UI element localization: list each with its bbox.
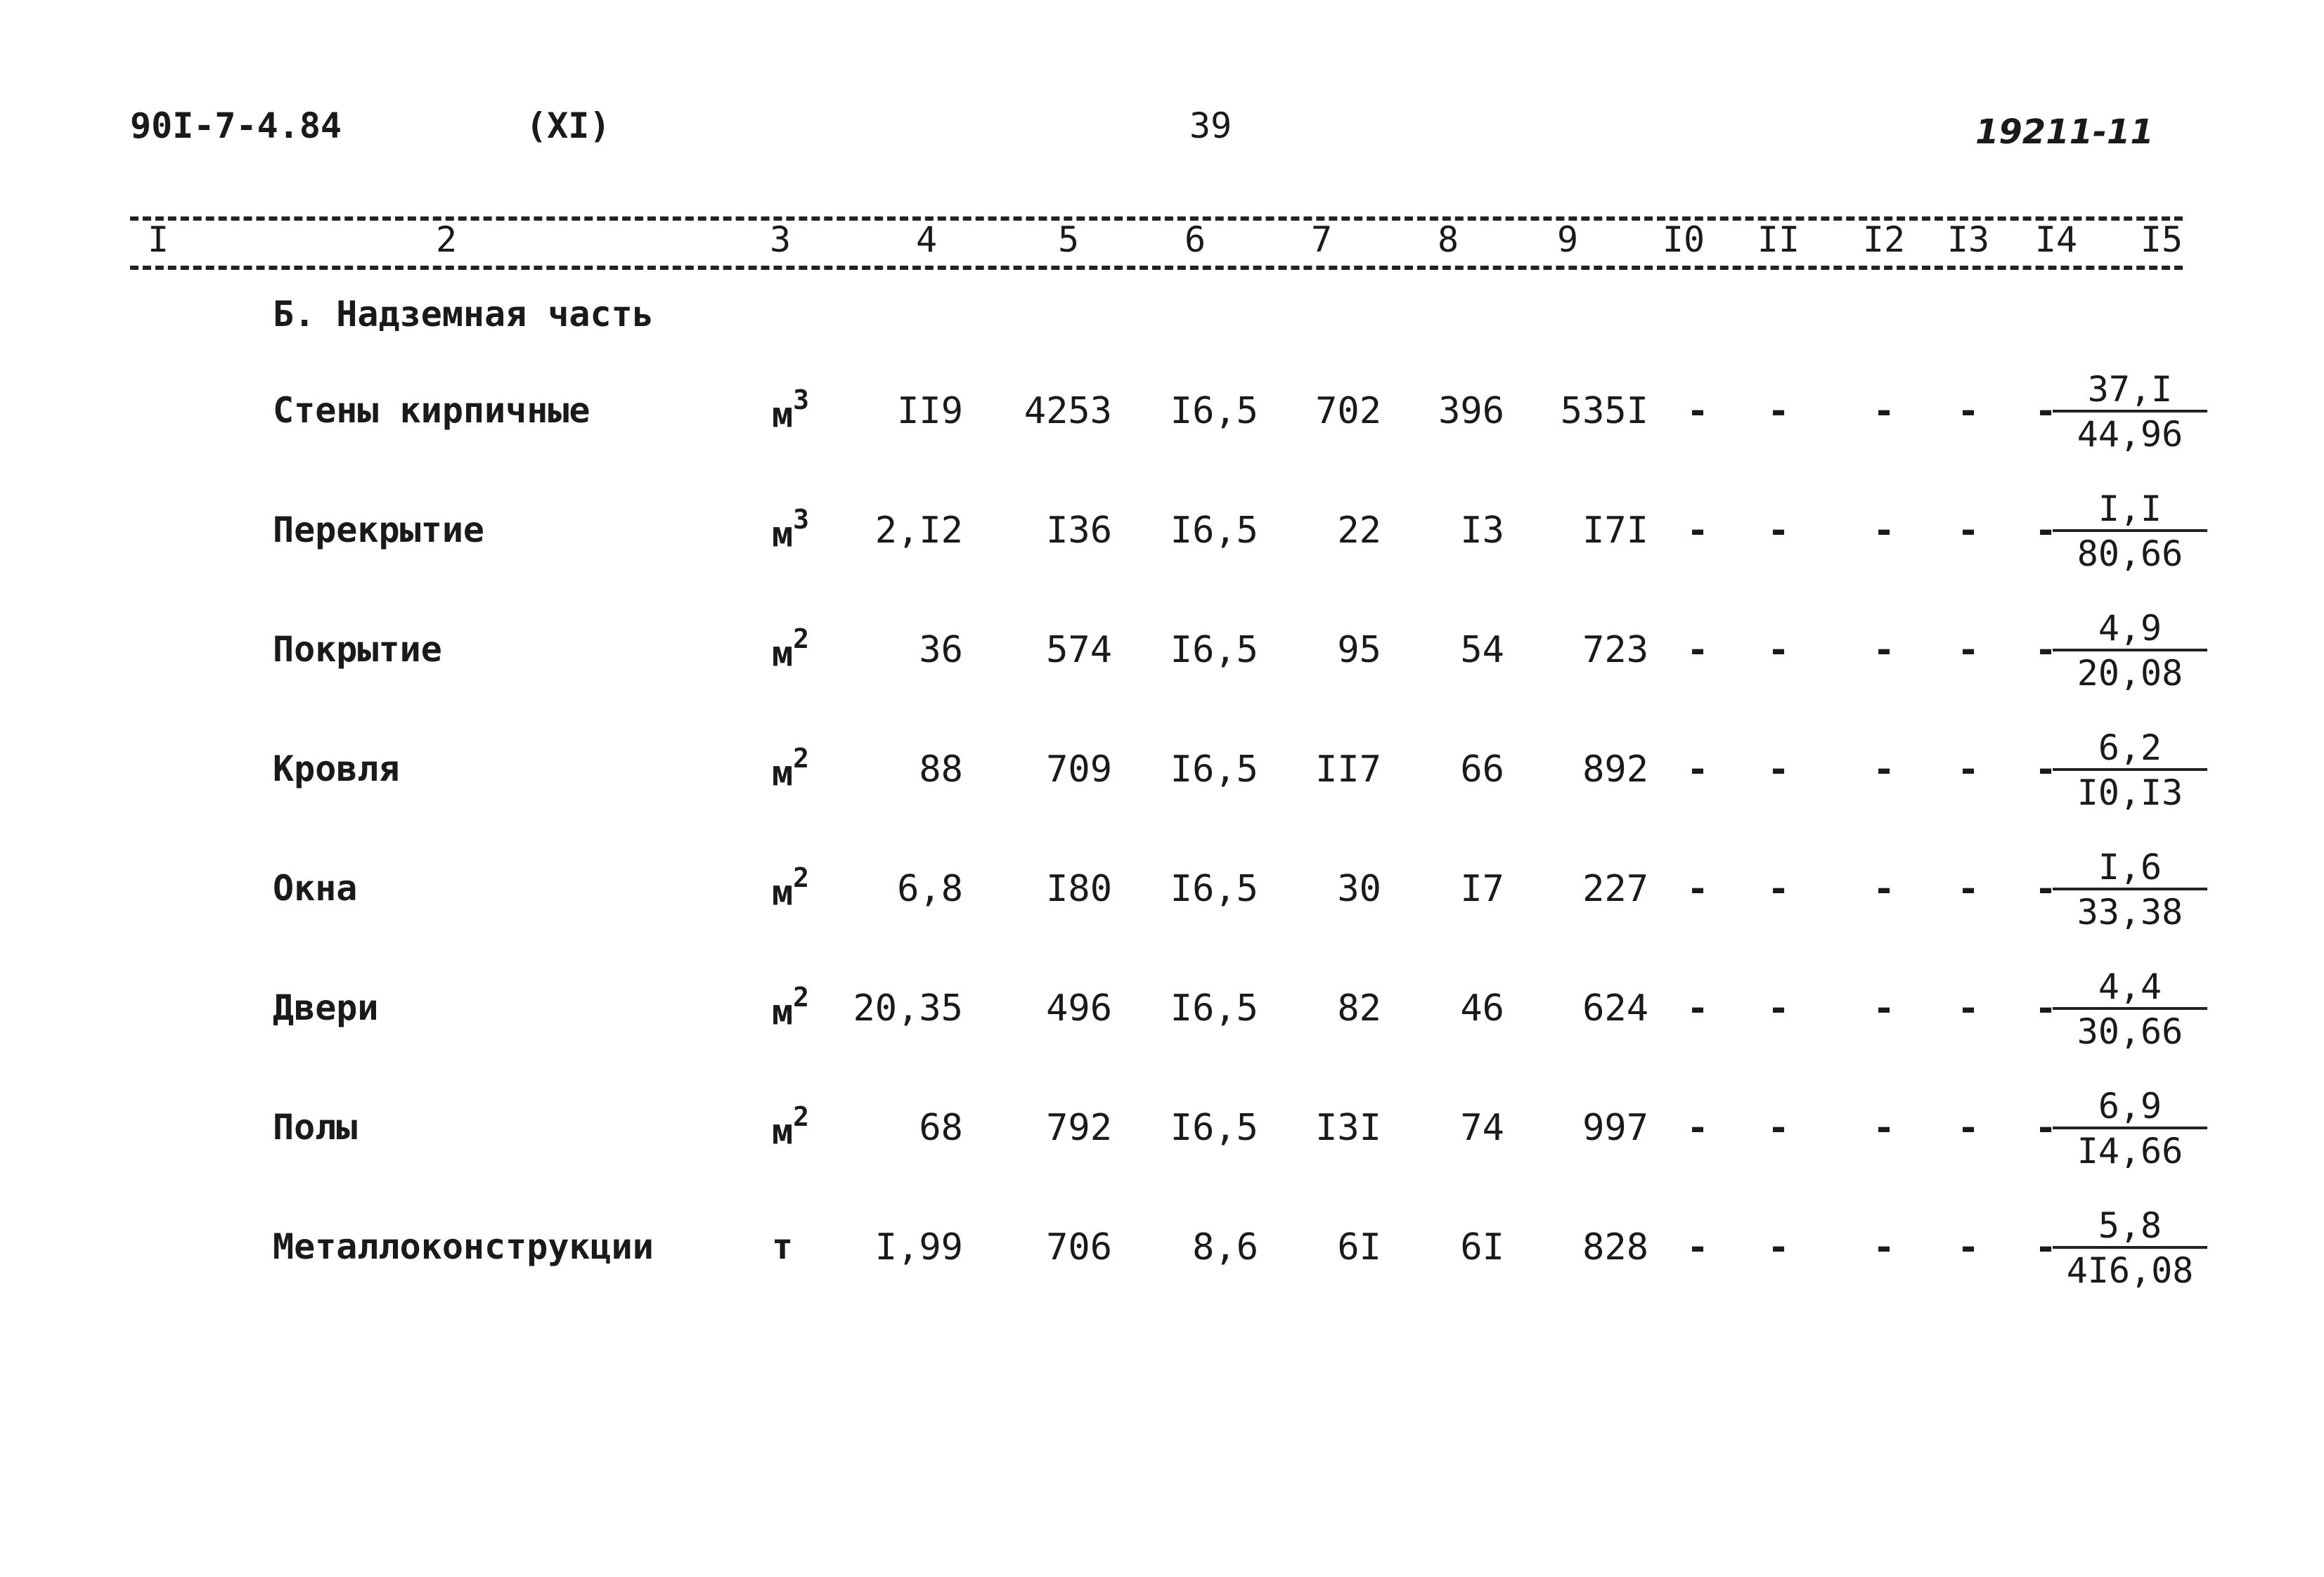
empty-cell-mark: - [1686, 390, 1709, 432]
unit-exponent: 2 [793, 862, 809, 893]
empty-cell-mark: - [2034, 390, 2057, 432]
cell-col-15-fraction [2053, 1205, 2207, 1292]
column-number: 5 [1057, 219, 1080, 260]
empty-cell-mark: - [2034, 868, 2057, 910]
cell-col-5: 4253 [1024, 390, 1112, 432]
sheet-code: 19211-11 [1975, 112, 2154, 152]
fraction-denominator: 20,08 [2077, 653, 2183, 694]
cell-col-7: 6I [1337, 1226, 1381, 1268]
column-number: I0 [1662, 219, 1705, 260]
header-divider-bottom [130, 266, 2183, 270]
fraction-numerator: I,I [2053, 488, 2207, 532]
cell-col-8: I7 [1460, 868, 1504, 910]
empty-cell-mark: - [2034, 1107, 2057, 1149]
cell-col-8: 6I [1460, 1226, 1504, 1268]
cell-col-4: 68 [919, 1107, 963, 1149]
column-number: 2 [435, 219, 458, 260]
cell-col-8: 66 [1460, 748, 1504, 791]
column-number: I4 [2034, 219, 2078, 260]
cell-col-8: 74 [1460, 1107, 1504, 1149]
cell-col-6: 8,6 [1192, 1226, 1258, 1268]
table-row [0, 369, 2324, 495]
cell-col-5: 792 [1046, 1107, 1112, 1149]
fraction-denominator: 4I6,08 [2066, 1250, 2194, 1291]
cell-col-9: 997 [1582, 1107, 1648, 1149]
cell-col-8: 46 [1460, 987, 1504, 1030]
column-number: I [147, 219, 169, 260]
empty-cell-mark: - [1873, 1107, 1895, 1149]
cell-col-6: I6,5 [1170, 1107, 1258, 1149]
fraction-numerator: 6,2 [2053, 727, 2207, 771]
cell-col-9: 828 [1582, 1226, 1648, 1268]
cell-col-7: II7 [1315, 748, 1381, 791]
empty-cell-mark: - [1957, 987, 1980, 1030]
cell-col-15-fraction [2053, 369, 2207, 456]
unit-exponent: 2 [793, 623, 809, 654]
empty-cell-mark: - [1873, 629, 1895, 671]
empty-cell-mark: - [1767, 1107, 1790, 1149]
cell-col-5: I36 [1046, 510, 1112, 552]
unit-base: м [772, 753, 794, 794]
section-title: Б. Надземная часть [273, 294, 654, 335]
fraction-numerator: 4,9 [2053, 608, 2207, 651]
fraction-numerator: 37,I [2053, 369, 2207, 413]
cell-col-5: 574 [1046, 629, 1112, 671]
fraction-numerator: 5,8 [2053, 1205, 2207, 1249]
cell-col-4: 88 [919, 748, 963, 791]
cell-col-6: I6,5 [1170, 987, 1258, 1030]
cell-col-9: 535I [1560, 390, 1648, 432]
column-number: 8 [1437, 219, 1459, 260]
empty-cell-mark: - [1957, 390, 1980, 432]
cell-col-15-fraction [2053, 488, 2207, 576]
cell-col-9: 227 [1582, 868, 1648, 910]
cell-col-4: 6,8 [897, 868, 963, 910]
empty-cell-mark: - [2034, 629, 2057, 671]
cell-col-7: 22 [1337, 510, 1381, 552]
cell-col-4: II9 [897, 390, 963, 432]
cell-col-5: I80 [1046, 868, 1112, 910]
empty-cell-mark: - [1873, 868, 1895, 910]
cell-col-6: I6,5 [1170, 629, 1258, 671]
table-row [0, 727, 2324, 854]
row-name: Покрытие [273, 629, 442, 670]
empty-cell-mark: - [1686, 748, 1709, 791]
row-name: Металлоконструкции [273, 1226, 654, 1267]
empty-cell-mark: - [1957, 510, 1980, 552]
cell-col-5: 709 [1046, 748, 1112, 791]
fraction-denominator: I4,66 [2077, 1131, 2183, 1172]
cell-col-7: I3I [1315, 1107, 1381, 1149]
empty-cell-mark: - [1686, 510, 1709, 552]
empty-cell-mark: - [2034, 987, 2057, 1030]
unit-base: м [772, 514, 794, 555]
fraction-numerator: 6,9 [2053, 1086, 2207, 1129]
cell-col-15-fraction [2053, 1086, 2207, 1173]
cell-col-6: I6,5 [1170, 390, 1258, 432]
empty-cell-mark: - [1686, 1107, 1709, 1149]
cell-col-5: 496 [1046, 987, 1112, 1030]
unit-base: м [772, 633, 794, 675]
column-number: 7 [1310, 219, 1333, 260]
empty-cell-mark: - [2034, 510, 2057, 552]
cell-col-9: 624 [1582, 987, 1648, 1030]
unit-exponent: 2 [793, 982, 809, 1013]
row-name: Двери [273, 987, 379, 1028]
fraction-denominator: 33,38 [2077, 892, 2183, 933]
empty-cell-mark: - [1957, 1107, 1980, 1149]
cell-col-9: 723 [1582, 629, 1648, 671]
empty-cell-mark: - [1957, 1226, 1980, 1268]
fraction-numerator: I,6 [2053, 847, 2207, 890]
empty-cell-mark: - [1767, 510, 1790, 552]
table-row [0, 1086, 2324, 1212]
table-row [0, 1205, 2324, 1332]
cell-col-4: 36 [919, 629, 963, 671]
empty-cell-mark: - [1686, 629, 1709, 671]
cell-col-15-fraction [2053, 847, 2207, 934]
row-name: Окна [273, 868, 358, 909]
column-number: 3 [769, 219, 792, 260]
unit-exponent: 3 [793, 504, 809, 535]
empty-cell-mark: - [1873, 1226, 1895, 1268]
column-number: I2 [1862, 219, 1906, 260]
cell-col-4: I,99 [874, 1226, 963, 1268]
unit-base: м [772, 394, 794, 436]
document-part: (XI) [526, 105, 611, 146]
cell-col-7: 95 [1337, 629, 1381, 671]
column-number: II [1757, 219, 1800, 260]
empty-cell-mark: - [1957, 748, 1980, 791]
cell-col-7: 702 [1315, 390, 1381, 432]
cell-col-4: 2,I2 [874, 510, 963, 552]
document-code: 90I-7-4.84 [130, 105, 342, 146]
table-row [0, 608, 2324, 734]
cell-col-8: I3 [1460, 510, 1504, 552]
unit-base: м [772, 992, 794, 1033]
cell-col-15-fraction [2053, 966, 2207, 1053]
cell-col-9: 892 [1582, 748, 1648, 791]
cell-col-15-fraction [2053, 608, 2207, 695]
unit-exponent: 3 [793, 384, 809, 415]
empty-cell-mark: - [1873, 390, 1895, 432]
cell-col-6: I6,5 [1170, 748, 1258, 791]
cell-col-5: 706 [1046, 1226, 1112, 1268]
fraction-denominator: 44,96 [2077, 414, 2183, 455]
unit-base: м [772, 1111, 794, 1153]
unit-exponent: 2 [793, 1101, 809, 1132]
unit-exponent: 2 [793, 743, 809, 774]
empty-cell-mark: - [1686, 1226, 1709, 1268]
row-name: Кровля [273, 748, 400, 789]
empty-cell-mark: - [2034, 1226, 2057, 1268]
empty-cell-mark: - [1957, 868, 1980, 910]
column-number: 9 [1556, 219, 1579, 260]
column-number: I5 [2140, 219, 2183, 260]
cell-col-8: 54 [1460, 629, 1504, 671]
empty-cell-mark: - [1767, 868, 1790, 910]
row-name: Стены кирпичные [273, 390, 590, 431]
empty-cell-mark: - [1767, 748, 1790, 791]
column-number: 6 [1184, 219, 1206, 260]
empty-cell-mark: - [1957, 629, 1980, 671]
fraction-denominator: 30,66 [2077, 1011, 2183, 1052]
column-number: 4 [915, 219, 938, 260]
table-row [0, 488, 2324, 615]
empty-cell-mark: - [1686, 987, 1709, 1030]
empty-cell-mark: - [2034, 748, 2057, 791]
cell-col-6: I6,5 [1170, 510, 1258, 552]
row-name: Перекрытие [273, 510, 485, 550]
fraction-numerator: 4,4 [2053, 966, 2207, 1010]
cell-col-8: 396 [1438, 390, 1504, 432]
fraction-denominator: I0,I3 [2077, 772, 2183, 813]
empty-cell-mark: - [1873, 748, 1895, 791]
cell-col-15-fraction [2053, 727, 2207, 815]
row-name: Полы [273, 1107, 358, 1148]
column-number: I3 [1947, 219, 1990, 260]
cell-col-4: 20,35 [853, 987, 963, 1030]
empty-cell-mark: - [1767, 1226, 1790, 1268]
empty-cell-mark: - [1873, 510, 1895, 552]
page-number: 39 [1189, 105, 1232, 146]
cell-col-9: I7I [1582, 510, 1648, 552]
unit-base: т [772, 1226, 794, 1267]
cell-col-6: I6,5 [1170, 868, 1258, 910]
empty-cell-mark: - [1873, 987, 1895, 1030]
cell-col-7: 82 [1337, 987, 1381, 1030]
table-row [0, 966, 2324, 1093]
table-row [0, 847, 2324, 973]
unit-base: м [772, 872, 794, 914]
empty-cell-mark: - [1767, 390, 1790, 432]
cell-col-7: 30 [1337, 868, 1381, 910]
fraction-denominator: 80,66 [2077, 533, 2183, 574]
empty-cell-mark: - [1767, 629, 1790, 671]
empty-cell-mark: - [1767, 987, 1790, 1030]
empty-cell-mark: - [1686, 868, 1709, 910]
